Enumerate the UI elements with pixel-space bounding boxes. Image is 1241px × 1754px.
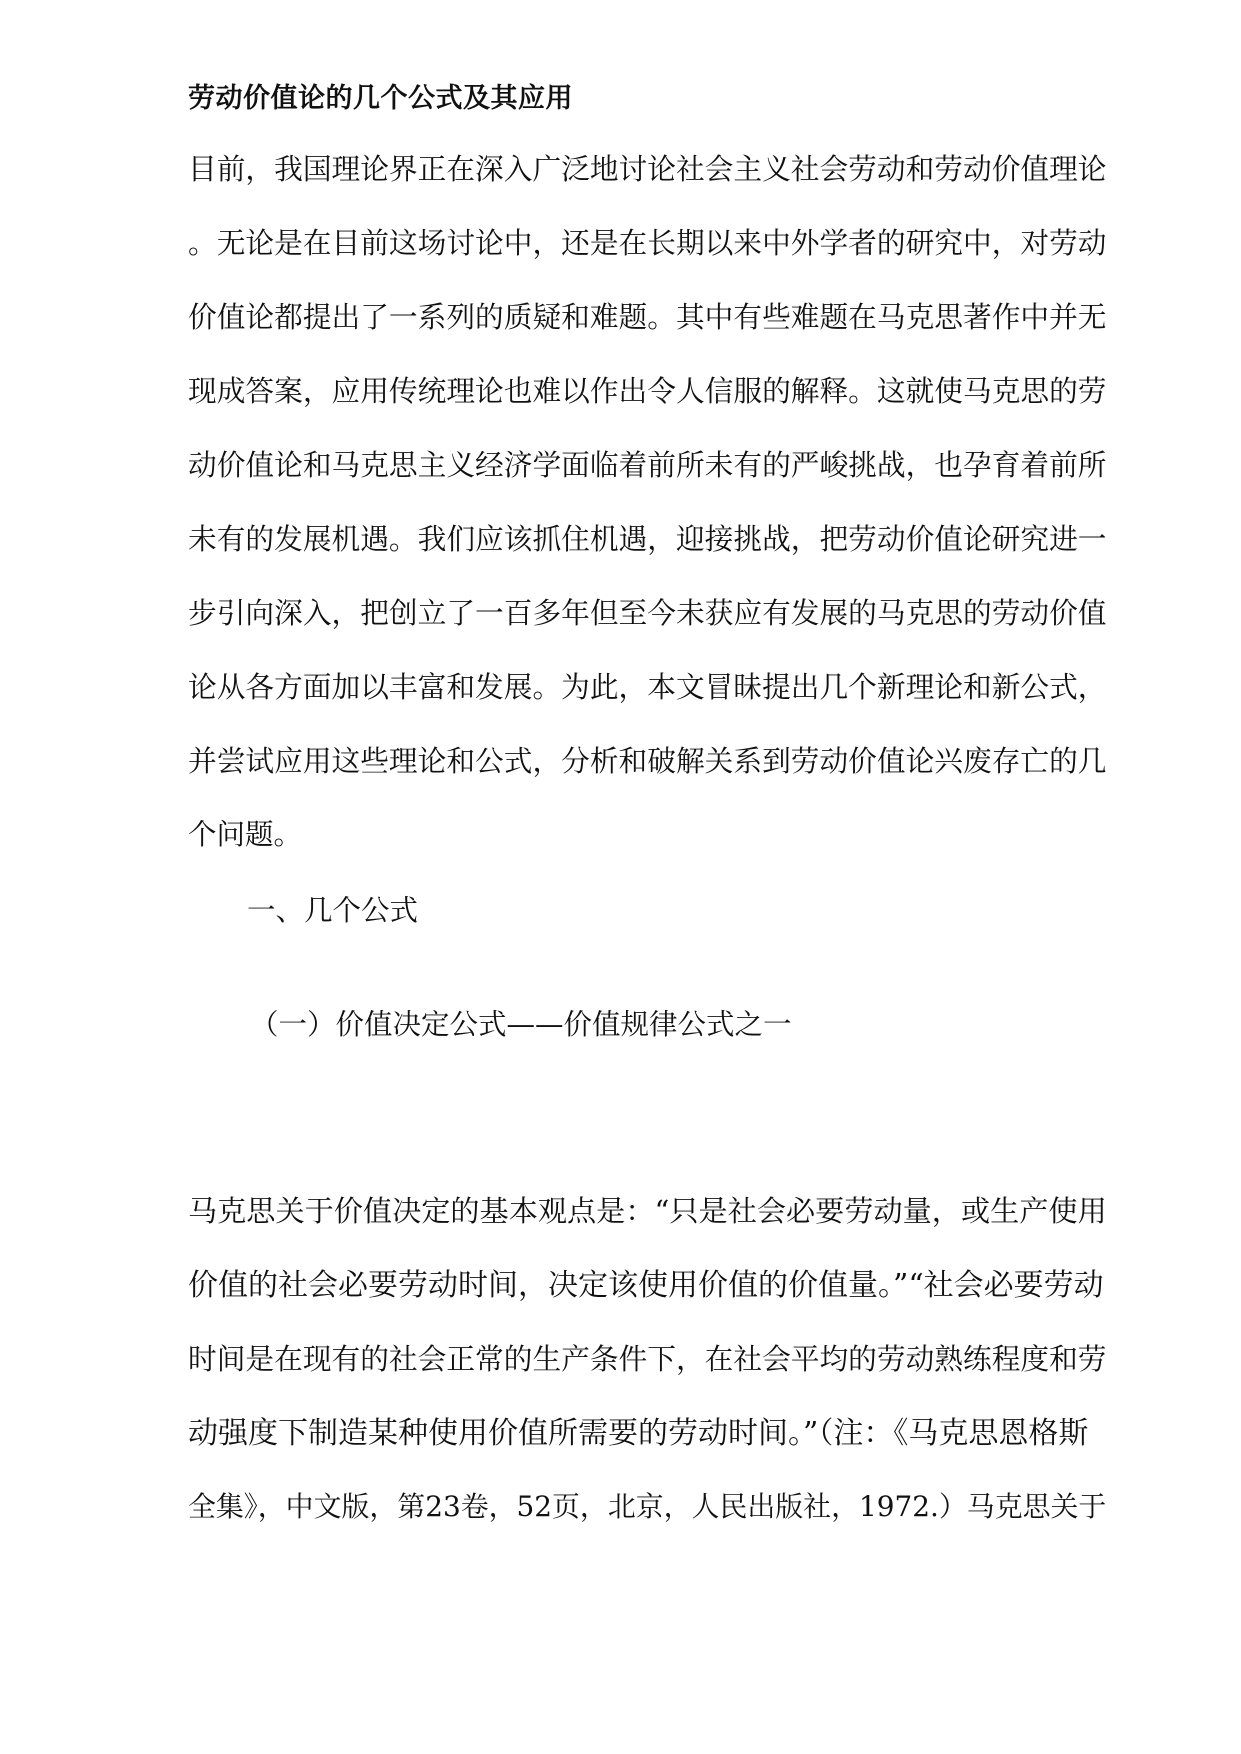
intro-line: 目前，我国理论界正在深入广泛地讨论社会主义社会劳动和劳动价值理论 xyxy=(188,152,1107,186)
body-line: 马克思关于价值决定的基本观点是：“只是社会必要劳动量，或生产使用 xyxy=(188,1194,1107,1228)
intro-line: 并尝试应用这些理论和公式，分析和破解关系到劳动价值论兴废存亡的几 xyxy=(188,744,1107,778)
intro-line: 。无论是在目前这场讨论中，还是在长期以来中外学者的研究中，对劳动 xyxy=(188,226,1107,260)
section-heading: 一、几个公式 xyxy=(247,894,419,927)
intro-line: 价值论都提出了一系列的质疑和难题。其中有些难题在马克思著作中并无 xyxy=(188,300,1107,334)
body-line: 全集》，中文版，第23卷，52页，北京，人民出版社，1972.）马克思关于 xyxy=(188,1490,1107,1523)
intro-line: 个问题。 xyxy=(188,818,303,851)
intro-line: 步引向深入，把创立了一百多年但至今未获应有发展的马克思的劳动价值 xyxy=(188,596,1107,630)
intro-line: 现成答案，应用传统理论也难以作出令人信服的解释。这就使马克思的劳 xyxy=(188,374,1107,408)
document-title: 劳动价值论的几个公式及其应用 xyxy=(188,83,573,114)
body-line: 时间是在现有的社会正常的生产条件下，在社会平均的劳动熟练程度和劳 xyxy=(188,1342,1107,1376)
intro-line: 未有的发展机遇。我们应该抓住机遇，迎接挑战，把劳动价值论研究进一 xyxy=(188,522,1107,556)
intro-line: 动价值论和马克思主义经济学面临着前所未有的严峻挑战，也孕育着前所 xyxy=(188,448,1107,482)
intro-line: 论从各方面加以丰富和发展。为此，本文冒昧提出几个新理论和新公式， xyxy=(188,670,1107,704)
subsection-heading: （一）价值决定公式——价值规律公式之一 xyxy=(250,1008,792,1041)
body-line: 价值的社会必要劳动时间，决定该使用价值的价值量。”“社会必要劳动 xyxy=(188,1268,1104,1303)
body-line: 动强度下制造某种使用价值所需要的劳动时间。”（注：《马克思恩格斯 xyxy=(188,1416,1089,1451)
